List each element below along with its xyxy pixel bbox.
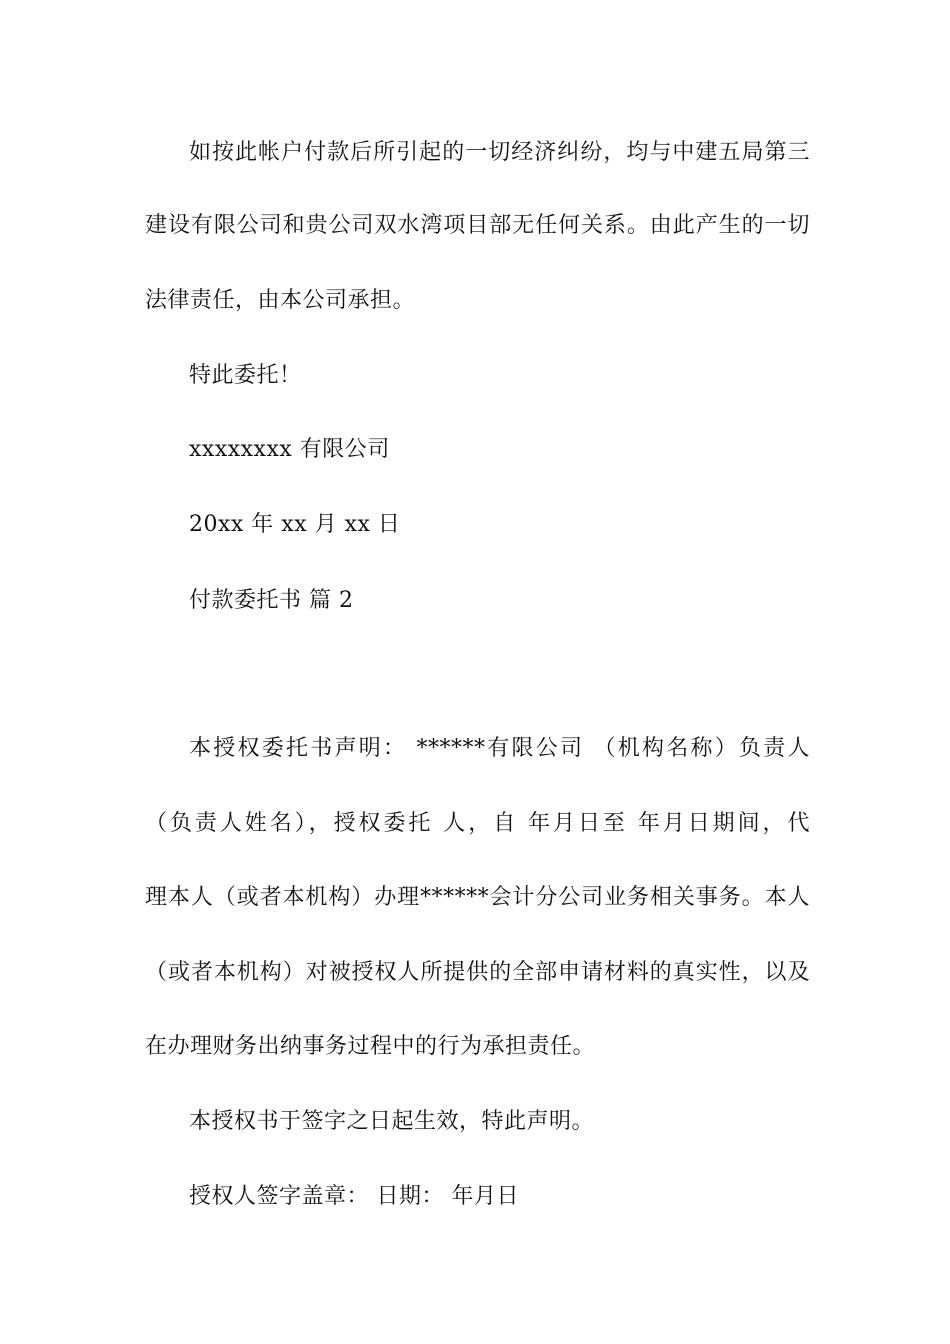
paragraph1-line3: 法律责任，由本公司承担。 <box>145 288 416 313</box>
signature-line: 授权人签字盖章： 日期： 年月日 <box>189 1184 519 1209</box>
closing-text: 特此委托！ <box>189 363 302 388</box>
section-heading: 付款委托书 篇 2 <box>189 588 354 613</box>
paragraph1-line1: 如按此帐户付款后所引起的一切经济纠纷，均与中建五局第三 <box>189 140 810 165</box>
paragraph1-line2: 建设有限公司和贵公司双水湾项目部无任何关系。由此产生的一切 <box>145 213 810 238</box>
paragraph2-line4: （或者本机构）对被授权人所提供的全部申请材料的真实性，以及 <box>145 960 810 985</box>
paragraph2-line5: 在办理财务出纳事务过程中的行为承担责任。 <box>145 1034 596 1059</box>
paragraph2-line3: 理本人（或者本机构）办理******会计分公司业务相关事务。本人 <box>145 885 810 910</box>
company-name: xxxxxxxx 有限公司 <box>189 437 390 462</box>
date-text: 20xx 年 xx 月 xx 日 <box>189 512 401 537</box>
paragraph2-line2: （负责人姓名），授权委托 人，自 年月日至 年月日期间，代 <box>145 811 810 836</box>
effective-statement: 本授权书于签字之日起生效，特此声明。 <box>189 1109 595 1134</box>
paragraph2-line1: 本授权委托书声明： ******有限公司 （机构名称）负责人 <box>189 736 810 761</box>
